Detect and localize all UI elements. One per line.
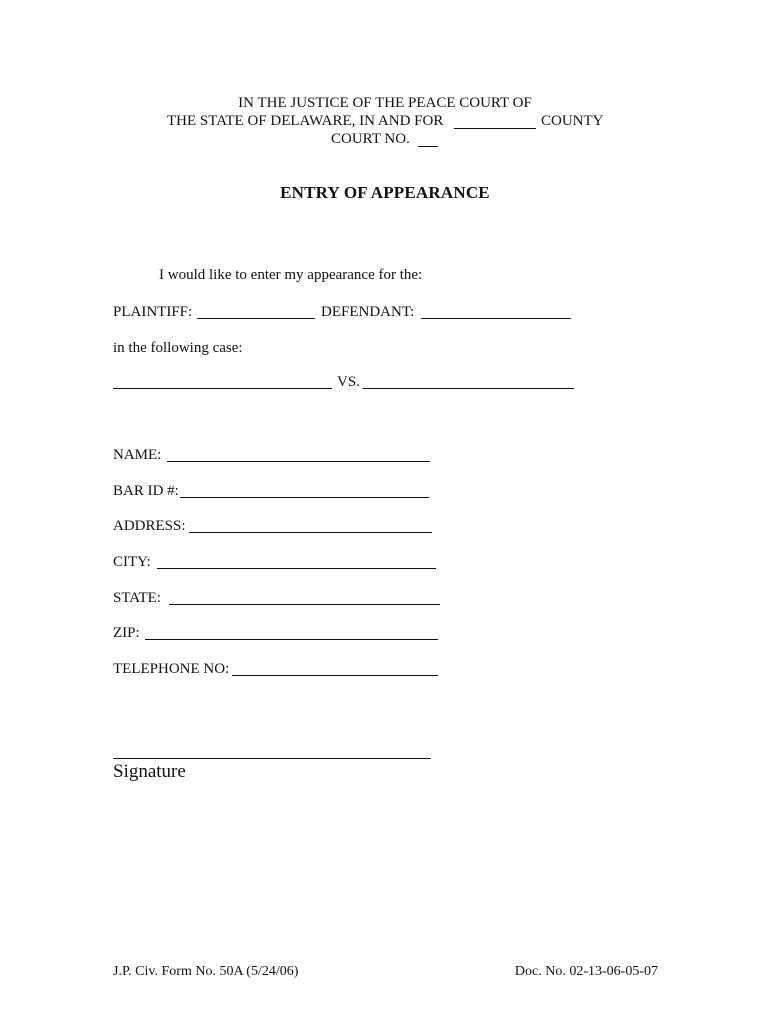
telephone-label: TELEPHONE NO: (113, 661, 230, 677)
telephone-input[interactable] (232, 658, 438, 676)
plaintiff-label: PLAINTIFF: (113, 304, 193, 320)
document-title: ENTRY OF APPEARANCE (280, 183, 490, 202)
zip-input[interactable] (145, 622, 438, 640)
address-input[interactable] (189, 515, 432, 533)
intro-text: I would like to enter my appearance for the: (159, 267, 423, 283)
case-intro-text: in the following case: (113, 340, 243, 356)
signature-input[interactable] (113, 740, 431, 758)
address-label: ADDRESS: (113, 518, 186, 534)
city-label: CITY: (113, 554, 151, 570)
court-number-input[interactable] (418, 129, 438, 147)
state-label: STATE: (113, 590, 161, 606)
case-party-2-input[interactable] (363, 371, 574, 389)
plaintiff-input[interactable] (197, 301, 315, 319)
bar-id-input[interactable] (180, 480, 429, 498)
county-input[interactable] (454, 111, 536, 129)
court-header-line-2-suffix: COUNTY (541, 113, 604, 129)
signature-label: Signature (113, 761, 186, 782)
name-input[interactable] (167, 444, 430, 462)
court-header-line-3-prefix: COURT NO. (331, 131, 410, 147)
defendant-input[interactable] (421, 301, 571, 319)
name-label: NAME: (113, 447, 162, 463)
court-header-line-2-prefix: THE STATE OF DELAWARE, IN AND FOR (167, 113, 444, 129)
versus-label: VS. (337, 374, 360, 390)
form-number: J.P. Civ. Form No. 50A (5/24/06) (113, 964, 299, 979)
defendant-label: DEFENDANT: (321, 304, 415, 320)
case-party-1-input[interactable] (113, 371, 332, 389)
document-number: Doc. No. 02-13-06-05-07 (514, 964, 658, 979)
bar-id-label: BAR ID #: (113, 483, 179, 499)
zip-label: ZIP: (113, 625, 140, 641)
state-input[interactable] (169, 587, 440, 605)
city-input[interactable] (157, 551, 436, 569)
court-header-line-1: IN THE JUSTICE OF THE PEACE COURT OF (238, 95, 532, 111)
signature-line (113, 758, 431, 759)
